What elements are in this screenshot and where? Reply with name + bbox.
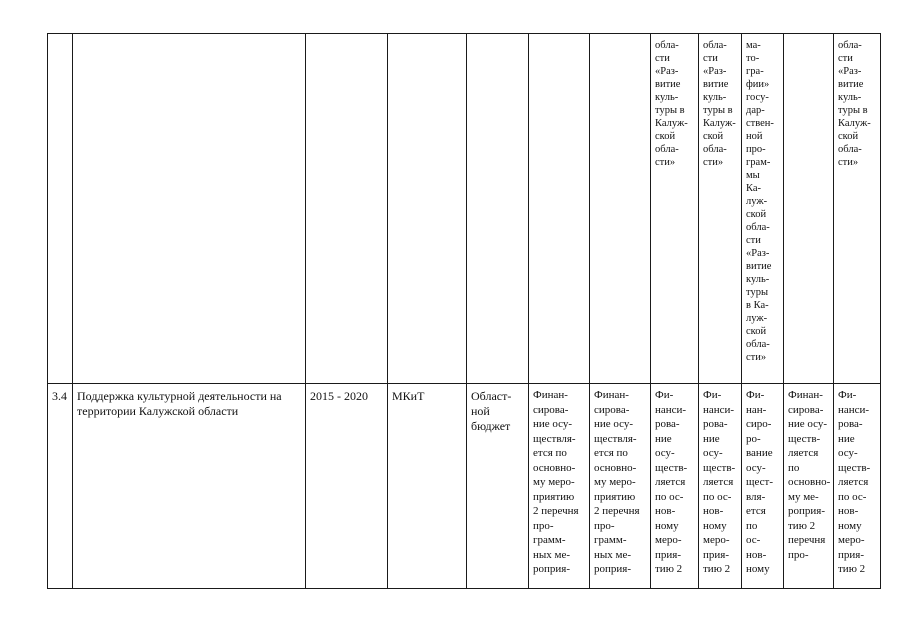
funding-note-cell	[529, 34, 590, 384]
funding-source-cell	[467, 34, 529, 384]
funding-note-cell: обла- сти «Раз- витие куль- туры в Калуж- ской обла- сти»	[651, 34, 699, 384]
funding-source-cell: Област- ной бюджет	[467, 384, 529, 589]
funding-note-cell: обла- сти «Раз- витие куль- туры в Калуж- ской обла- сти»	[834, 34, 881, 384]
table-row-continued	[48, 34, 881, 384]
funding-note-cell: Фи- нан- сиро- ро- вание осу- щест- вля- ется по ос- нов- ному	[742, 384, 784, 589]
period-cell	[306, 34, 388, 384]
program-table	[47, 33, 881, 589]
executor-cell	[388, 34, 467, 384]
funding-note-cell	[784, 34, 834, 384]
funding-note-cell: Фи- нанси- рова- ние осу- ществ- ляется по ос- нов- ному меро- прия- тию 2	[834, 384, 881, 589]
executor-cell: МКиТ	[388, 384, 467, 589]
funding-note-cell	[590, 34, 651, 384]
funding-note-cell: Финан- сирова- ние осу- ществля- ется по основно- му меро- приятию 2 перечня про- грамм- ных ме- роприя-	[529, 384, 590, 589]
table-row	[48, 384, 881, 589]
funding-note-cell: Фи- нанси- рова- ние осу- ществ- ляется по ос- нов- ному меро- прия- тию 2	[699, 384, 742, 589]
funding-note-cell: Фи- нанси- рова- ние осу- ществ- ляется по ос- нов- ному меро- прия- тию 2	[651, 384, 699, 589]
funding-note-cell: ма- то- гра- фии» госу- дар- ствен- ной про- грам- мы Ка- луж- ской обла- сти «Раз- витие куль- туры в Ка- луж- ской обла- сти»	[742, 34, 784, 384]
funding-note-cell: Финан- сирова- ние осу- ществля- ется по основно- му меро- приятию 2 перечня про- грамм- ных ме- роприя-	[590, 384, 651, 589]
funding-note-cell: обла- сти «Раз- витие куль- туры в Калуж- ской обла- сти»	[699, 34, 742, 384]
period-cell: 2015 - 2020	[306, 384, 388, 589]
row-number-cell	[48, 34, 73, 384]
activity-name-cell: Поддержка культурной деятельности на территории Калужской области	[73, 384, 306, 589]
row-number-cell: 3.4	[48, 384, 73, 589]
funding-note-cell: Финан- сирова- ние осу- ществ- ляется по основно- му ме- роприя- тию 2 перечня про-	[784, 384, 834, 589]
activity-name-cell	[73, 34, 306, 384]
